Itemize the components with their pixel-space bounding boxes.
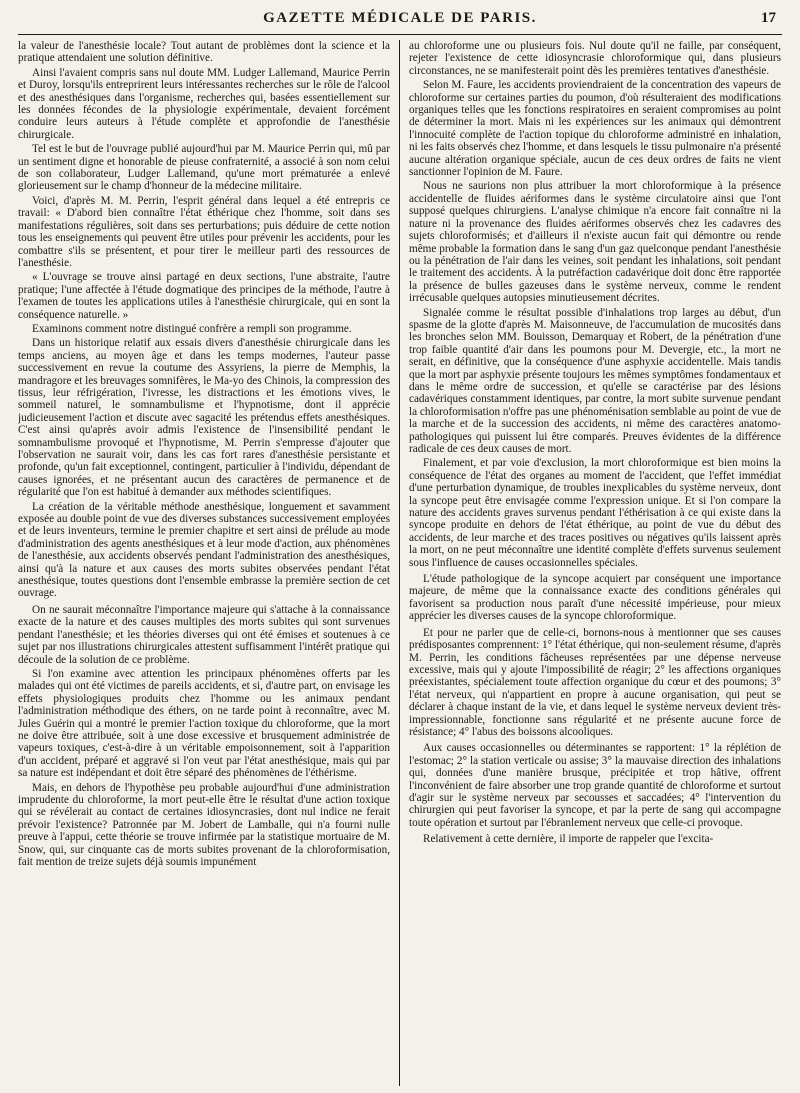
page-number: 17 xyxy=(761,10,776,26)
paragraph: On ne saurait méconnaître l'importance majeure qui s'attache à la connaissance exacte de la nature et des causes multiples des morts subites qui sont survenues pendant l'anesthésie; et les théories diverses qui ont été émises et soutenues à ce sujet par nos illustrations chirurgicales attestent suffisamment l'intérêt pratique qui découle de la solution de ce problème. xyxy=(18,603,390,666)
paragraph: Mais, en dehors de l'hypothèse peu probable aujourd'hui d'une administration imprudente du chloroforme, la mort peut-elle être le résultat d'une action toxique qui se révélerait au contact de certaines idiosyncrasies, dont nul indice ne ferait prévoir l'existence? Patronnée par M. Jobert de Lamballe, qui n'a fourni nulle preuve à l'appui, cette théorie se trouve infirmée par la statistique mortuaire de M. Snow, qui, sur cinquante cas de morts subites provenant de la chloroformisation, fait mention de treize sujets déjà soumis impunément xyxy=(18,781,390,868)
paragraph: la valeur de l'anesthésie locale? Tout autant de problèmes dont la science et la pratique attendaient une solution définitive. xyxy=(18,40,390,65)
paragraph: Ainsi l'avaient compris sans nul doute MM. Ludger Lallemand, Maurice Perrin et Duroy, lorsqu'ils entreprirent leurs intéressantes recherches sur le rôle de l'alcool et des anesthésiques dans l'organisme, recherches qui, basées essentiellement sur les données fécondes de la physiologie expérimentale, devaient forcément conduire leurs auteurs à l'étude complète et approfondie de l'anesthésie chirurgicale. xyxy=(18,66,390,141)
paragraph: Voici, d'après M. M. Perrin, l'esprit général dans lequel a été entrepris ce travail: « D'abord bien connaître l'état éthérique chez l'homme, soit dans ses manifestations régulières, soit dans ses perturbations; puis déduire de cette notion tous les enseignements qui peuvent être utiles pour prévenir les accidents, pour les combattre s'ils se présentent, et pour tirer le meilleur parti des ressources de l'anesthésie. xyxy=(18,194,390,269)
paragraph: Dans un historique relatif aux essais divers d'anesthésie chirurgicale dans les temps anciens, au moyen âge et dans les temps modernes, l'auteur passe successivement en revue la coutume des Assyriens, la pierre de Memphis, la mandragore et les breuvages somnifères, le Ma-yo des Chinois, la compression des tissus, leur réfrigération, l'ivresse, les distractions et les émotions vives, le sommeil naturel, le somnambulisme et l'hypnotisme, dont il apprécie judicieusement l'action et discute avec sagacité les prétendus effets anesthésiques. C'est ainsi qu'après avoir admis l'existence de l'insensibilité pendant le somnambulisme provoqué et l'hypnotisme, M. Perrin s'empresse d'ajouter que l'observation ne saurait voir, dans les cas fort rares d'anesthésie persistante et profonde, qu'un fait exceptionnel, contingent, particulier à l'individu, dépendant de causes ignorées, et ne présentant aucun des caractères de permanence et de régularité que l'on est habitué à demander aux méthodes scientifiques. xyxy=(18,337,390,499)
paragraph: Relativement à cette dernière, il importe de rappeler que l'excita- xyxy=(423,833,714,846)
paragraph: Et pour ne parler que de celle-ci, bornons-nous à mentionner que ses causes prédisposantes comprennent: 1° l'état éthérique, qui non-seulement résume, d'après M. Perrin, les conditions fâcheuses représentées par une dépense nerveuse excessive, mais qui y ajoute l'impossibilité de réagir; 2° les affections organiques préexistantes, spécialement toute affection organique du cœur et des poumons; 3° l'état nerveux, qui n'appartient en propre à aucune organisation, qui peut se déclarer à chaque instant de la vie, et dans lequel le système nerveux devient très-impressionnable, fonctionne sans régularité et ne présente aucune force de résistance; 4° l'abus des boissons alcooliques. xyxy=(409,626,781,738)
header-rule xyxy=(18,34,782,36)
paragraph: Si l'on examine avec attention les principaux phénomènes offerts par les malades qui ont été victimes de pareils accidents, et si, d'autre part, on envisage les effets physiologiques produits chez l'homme ou les animaux pendant l'administration méthodique des éthers, on ne tarde point à reconnaître, avec M. Jules Guérin qui a montré le premier l'action toxique du chloroforme, que la mort ne doive être attribuée, soit à une dose excessive et brusquement administrée de vapeurs toxiques, c'est-à-dire à un véritable empoisonnement, soit à l'apparition d'un accident, préparé et aggravé si l'on veut par l'état anesthésique, mais qui par sa nature est indépendant et doit être séparé des phénomènes de l'éthérisme. xyxy=(18,667,390,780)
page-header xyxy=(18,4,782,34)
paragraph: Nous ne saurions non plus attribuer la mort chloroformique à la présence accidentelle de fluides aériformes dans le système circulatoire ainsi que l'ont supposé quelques chirurgiens. L'analyse chimique n'a encore fait connaître ni la nature ni la provenance des fluides aériformes observés chez les cadavres des sujets chloroformisés; et d'ailleurs il n'existe aucun fait qui démontre ou rende même probable la formation dans le sang d'un gaz quelconque pendant l'anesthésie ou la pénétration de l'air dans les veines, soit pendant les inhalations, soit pendant le traitement des accidents. À la putréfaction cadavérique doit donc être rapportée la présence de bulles gazeuses dans le système nerveux, comme le rendent irrécusable quelques autopsies minutieusement décrites. xyxy=(409,180,781,305)
article-columns xyxy=(18,40,782,1086)
paragraph: au chloroforme une ou plusieurs fois. Nul doute qu'il ne faille, par conséquent, rejeter l'existence de cette idiosyncrasie chloroformique qui, dans plusieurs circonstances, ne se manifesterait point dès les premières tentatives d'anesthésie. xyxy=(409,40,781,77)
paragraph: Signalée comme le résultat possible d'inhalations trop larges au début, d'un spasme de la glotte d'après M. Maisonneuve, de l'accumulation de mucosités dans les bronches selon MM. Bouisson, Demarquay et Robert, de la pénétration d'une trop faible quantité d'air dans les poumons pour M. Devergie, etc., la mort ne serait, en définitive, que la conséquence d'une asphyxie accidentelle. Mais tandis que la mort par asphyxie présente toujours les mêmes symptômes fondamentaux et dans le même ordre de succession, et qu'elle se caractérise par des lésions cadavériques constamment identiques, par contre, la mort subite survenue pendant la chloroformisation n'offre pas une phénoménisation semblable au point de vue de la marche et de la succession des accidents, ni même des caractères anatomo-pathologiques qui puissent lui être comparés. Preuves évidentes de la différence radicale de ces deux causes de mort. xyxy=(409,306,781,455)
paragraph: Finalement, et par voie d'exclusion, la mort chloroformique est bien moins la conséquence de l'état des organes au moment de l'accident, que l'effet immédiat d'une perturbation dynamique, de troubles inexplicables du système nerveux, dont la syncope peut être envisagée comme l'expression unique. Et si l'on compare la nature des accidents graves survenus pendant l'éthérisation à ce qui existe dans la syncope produite en dehors de l'état éthérique, au point de vue du début des accidents, de leur marche et des traces positives ou négatives qu'ils laissent après la mort, on ne peut méconnaître une identité complète d'effets survenus seulement sous l'influence de causes occasionnelles spéciales. xyxy=(409,457,781,569)
paragraph: La création de la véritable méthode anesthésique, longuement et savamment exposée au double point de vue des diverses substances successivement employées et de leurs inventeurs, termine le premier chapitre et sert ainsi de prélude au mode d'administration des agents anesthésiques et à leur mode d'action, aux phénomènes de l'anesthésie, aux accidents observés pendant l'administration des anesthésiques, ainsi qu'à la nature et aux causes des morts subites observées pendant l'état anesthésique, toutes questions dont l'ensemble embrasse la première section de cet ouvrage. xyxy=(18,500,390,600)
paragraph: « L'ouvrage se trouve ainsi partagé en deux sections, l'une abstraite, l'autre pratique; l'une affectée à l'étude dogmatique des principes de la méthode, l'autre à l'examen de toutes les applications utiles à l'anesthésie chirurgicale, qui en sont la conséquence naturelle. » xyxy=(18,271,390,321)
paragraph: Selon M. Faure, les accidents proviendraient de la concentration des vapeurs de chloroforme sur certaines parties du poumon, d'où résulteraient des modifications organiques telles que les fonctions respiratoires en seraient compromises au point de déterminer la mort. Mais ni les expériences sur les animaux qui démontrent l'innocuité complète de l'action topique du chloroforme administré en inhalation, ni les faits observés chez l'homme, et dans lesquels le tissu pulmonaire n'a présenté aucune altération organique spéciale, aucun de ces deux ordres de faits ne vient sanctionner l'opinion de M. Faure. xyxy=(409,79,781,179)
journal-title: GAZETTE MÉDICALE DE PARIS. xyxy=(263,10,537,26)
paragraph: Tel est le but de l'ouvrage publié aujourd'hui par M. Maurice Perrin qui, mû par un sentiment digne et honorable de pieuse confraternité, a associé à son nom celui de son collaborateur, Ludger Lallemand, qu'une mort prématurée a enlevé glorieusement sur le champ d'honneur de la médecine militaire. xyxy=(18,143,390,193)
right-column xyxy=(400,40,781,1086)
paragraph: Aux causes occasionnelles ou déterminantes se rapportent: 1° la réplétion de l'estomac; 2° la station verticale ou assise; 3° la mauvaise direction des inhalations qui, données d'une manière brusque, précipitée et trop hâtive, offrent l'inconvénient de faire absorber une trop grande quantité de chloroforme et surtout d'agir sur le système nerveux par secousses et saccadées; 4° l'intervention du chirurgien qui peut favoriser la syncope, et par la perte de sang qui accompagne toute opération et surtout par l'ébranlement nerveux que celle-ci provoque. xyxy=(409,742,781,829)
left-column xyxy=(18,40,399,1086)
paragraph: Examinons comment notre distingué confrère a rempli son programme. xyxy=(32,322,352,335)
paragraph: L'étude pathologique de la syncope acquiert par conséquent une importance majeure, de même que la connaissance exacte des conditions générales qui favorisent sa production nous paraît d'une nécessité impérieuse, pour mieux apprécier les diverses causes de la syncope chloroformique. xyxy=(409,573,781,623)
